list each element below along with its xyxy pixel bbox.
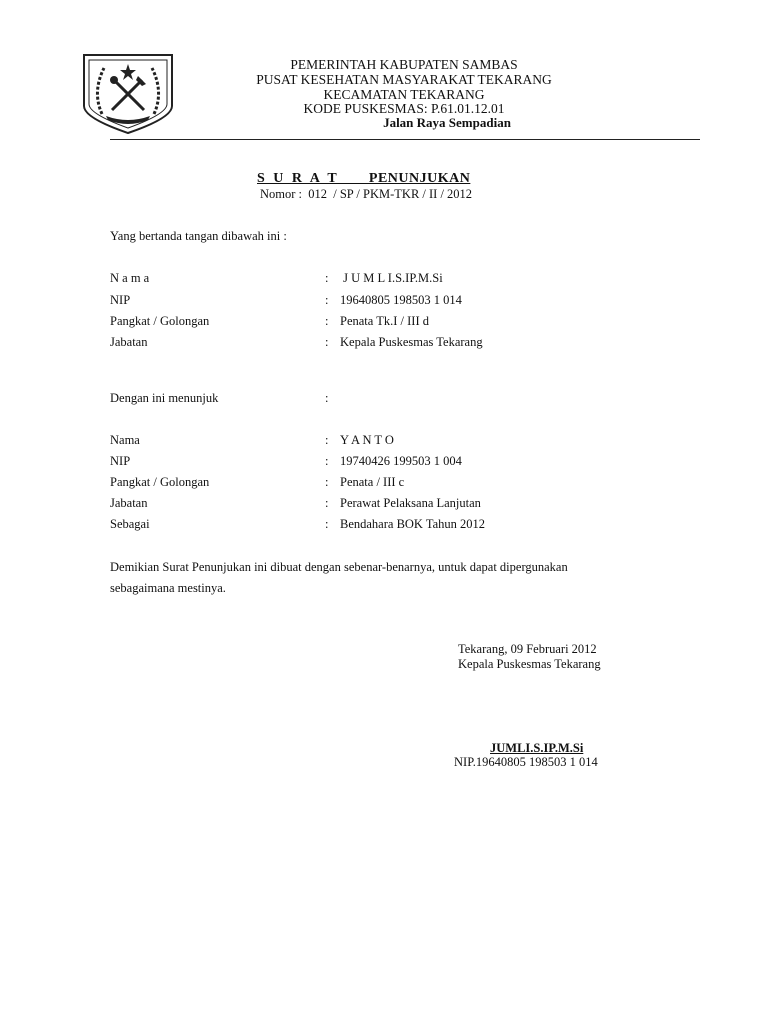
- closing-paragraph-continued: sebagaimana mestinya.: [110, 581, 226, 595]
- signer-value: 19640805 198503 1 014: [340, 293, 462, 307]
- appointee-label: NIP: [110, 454, 131, 468]
- signature-position: Kepala Puskesmas Tekarang: [458, 657, 601, 671]
- appointee-colon: :: [325, 496, 329, 510]
- appointee-label: Sebagai: [110, 517, 150, 531]
- appoint-label: Dengan ini menunjuk: [110, 391, 219, 405]
- signer-label: NIP: [110, 293, 131, 307]
- header-address: Jalan Raya Sempadian: [383, 115, 511, 130]
- letter-number: Nomor : 012 / SP / PKM-TKR / II / 2012: [260, 187, 473, 201]
- appointee-value: 19740426 199503 1 004: [340, 454, 462, 468]
- appointee-value: Y A N T O: [340, 433, 394, 447]
- signer-colon: :: [325, 293, 329, 307]
- signer-label: Jabatan: [110, 335, 148, 349]
- appointee-label: Pangkat / Golongan: [110, 475, 210, 489]
- intro-text: Yang bertanda tangan dibawah ini :: [110, 229, 287, 243]
- signature-nip: NIP.19640805 198503 1 014: [454, 755, 598, 769]
- signer-colon: :: [325, 271, 329, 285]
- appointee-colon: :: [325, 454, 329, 468]
- appointee-value: Bendahara BOK Tahun 2012: [340, 517, 486, 531]
- appointee-label: Nama: [110, 433, 140, 447]
- signer-colon: :: [325, 314, 329, 328]
- letter-title: S U R A T PENUNJUKAN: [257, 171, 471, 186]
- header-district: KECAMATAN TEKARANG: [323, 87, 485, 102]
- appointee-colon: :: [325, 517, 329, 531]
- appointee-colon: :: [325, 475, 329, 489]
- signature-name: JUMLI.S.IP.M.Si: [490, 741, 584, 755]
- signer-value: Kepala Puskesmas Tekarang: [340, 335, 483, 349]
- signer-label: N a m a: [110, 271, 150, 285]
- appointee-value: Perawat Pelaksana Lanjutan: [340, 496, 481, 510]
- signer-value: Penata Tk.I / III d: [340, 314, 429, 328]
- appointee-colon: :: [325, 433, 329, 447]
- header-code: KODE PUSKESMAS: P.61.01.12.01: [303, 101, 505, 116]
- header-institution: PUSAT KESEHATAN MASYARAKAT TEKARANG: [256, 72, 552, 87]
- appoint-colon: :: [325, 391, 329, 405]
- signer-label: Pangkat / Golongan: [110, 314, 210, 328]
- closing-paragraph: Demikian Surat Penunjukan ini dibuat dengan sebenar-benarnya, untuk dapat dipergunakan: [110, 560, 568, 574]
- appointee-label: Jabatan: [110, 496, 148, 510]
- signature-place-date: Tekarang, 09 Februari 2012: [458, 642, 597, 656]
- header-divider: [110, 139, 700, 140]
- header-government: PEMERINTAH KABUPATEN SAMBAS: [290, 57, 518, 72]
- appointee-value: Penata / III c: [340, 475, 405, 489]
- signer-value: J U M L I.S.IP.M.Si: [340, 271, 443, 285]
- signer-colon: :: [325, 335, 329, 349]
